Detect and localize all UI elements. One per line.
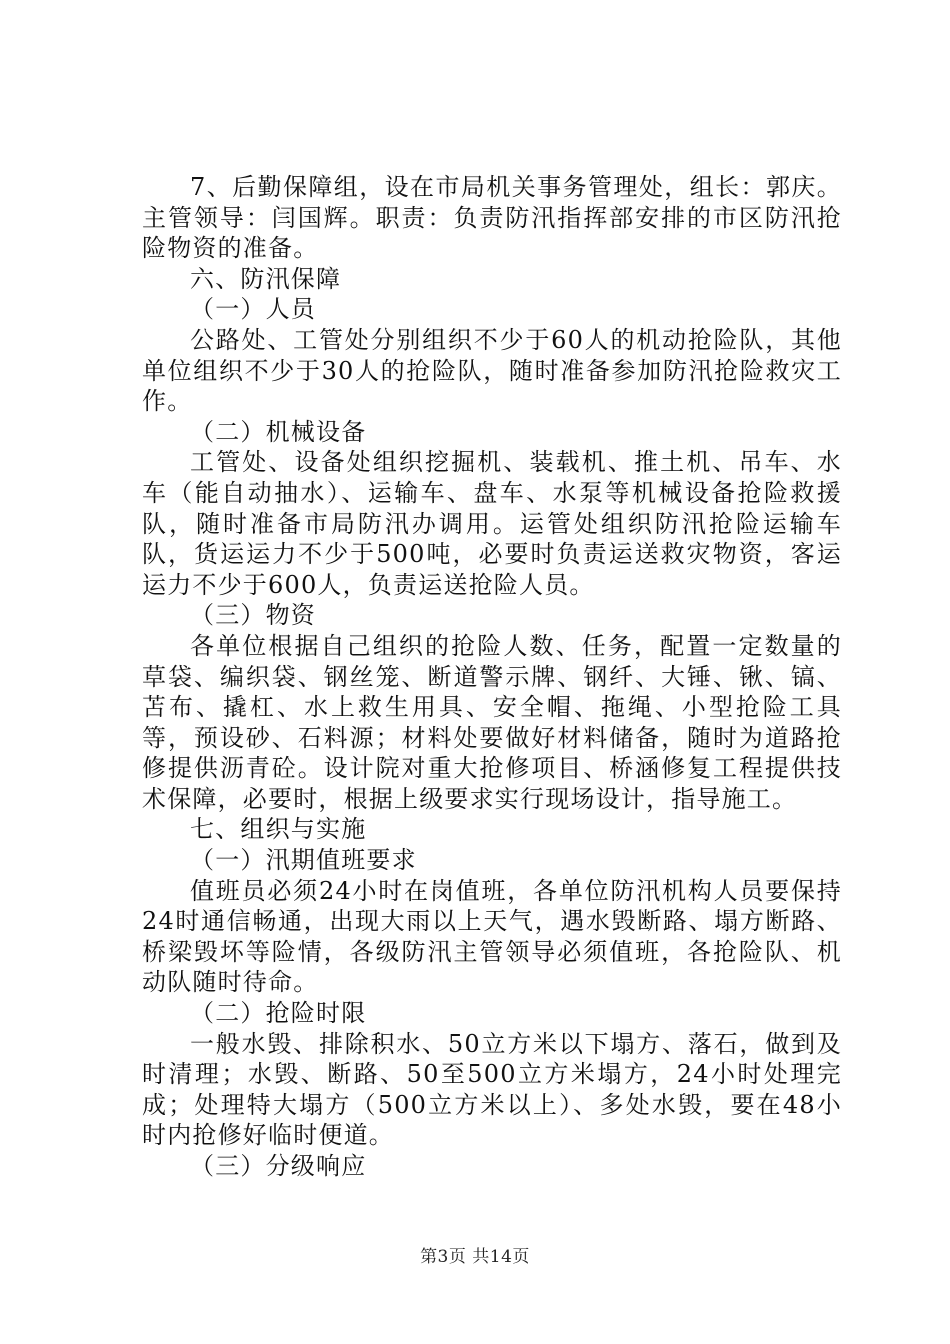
paragraph-personnel: 公路处、工管处分别组织不少于60人的机动抢险队，其他单位组织不少于30人的抢险队，随时准备参加防汛抢险救灾工作。: [142, 325, 842, 416]
paragraph-logistics-group: 7、后勤保障组，设在市局机关事务管理处，组长：郭庆。主管领导：闫国辉。职责：负责防汛指挥部安排的市区防汛抢险物资的准备。: [142, 173, 842, 263]
subheading-rescue-time-limit: （二）抢险时限: [190, 999, 367, 1028]
page-footer: 第3页 共14页: [420, 1247, 530, 1267]
document-body: [142, 172, 842, 1182]
section-heading-flood-guarantee: 六、防汛保障: [190, 264, 342, 293]
paragraph-rescue-time-limit: 一般水毁、排除积水、50立方米以下塌方、落石，做到及时清理；水毁、断路、50至500立方米塌方，24小时处理完成；处理特大塌方（500立方米以上）、多处水毁，要在48小时内抢修好临时便道。: [142, 1029, 842, 1150]
subheading-graded-response: （三）分级响应: [190, 1152, 367, 1180]
section-heading-organization: 七、组织与实施: [190, 815, 367, 844]
paragraph-machinery: 工管处、设备处组织挖掘机、装载机、推土机、吊车、水车（能自动抽水）、运输车、盘车、水泵等机械设备抢险救援队，随时准备市局防汛办调用。运管处组织防汛抢险运输车队，货运运力不少于500吨，必要时负责运送救灾物资，客运运力不少于600人，负责运送抢险人员。: [142, 448, 842, 599]
subheading-duty-requirements: （一）汛期值班要求: [190, 846, 417, 875]
subheading-machinery: （二）机械设备: [190, 417, 367, 446]
paragraph-duty-requirements: 值班员必须24小时在岗值班，各单位防汛机构人员要保持24时通信畅通，出现大雨以上天气，遇水毁断路、塌方断路、桥梁毁坏等险情，各级防汛主管领导必须值班，各抢险队、机动队随时待命。: [142, 876, 842, 997]
subheading-materials: （三）物资: [190, 601, 316, 630]
paragraph-materials: 各单位根据自己组织的抢险人数、任务，配置一定数量的草袋、编织袋、钢丝笼、断道警示牌、钢纤、大锤、锹、镐、苫布、撬杠、水上救生用具、安全帽、拖绳、小型抢险工具等，预设砂、石料源；材料处要做好材料储备，随时为道路抢修提供沥青砼。设计院对重大抢修项目、桥涵修复工程提供技术保障，必要时，根据上级要求实行现场设计，指导施工。: [142, 631, 842, 813]
subheading-personnel: （一）人员: [190, 295, 316, 324]
